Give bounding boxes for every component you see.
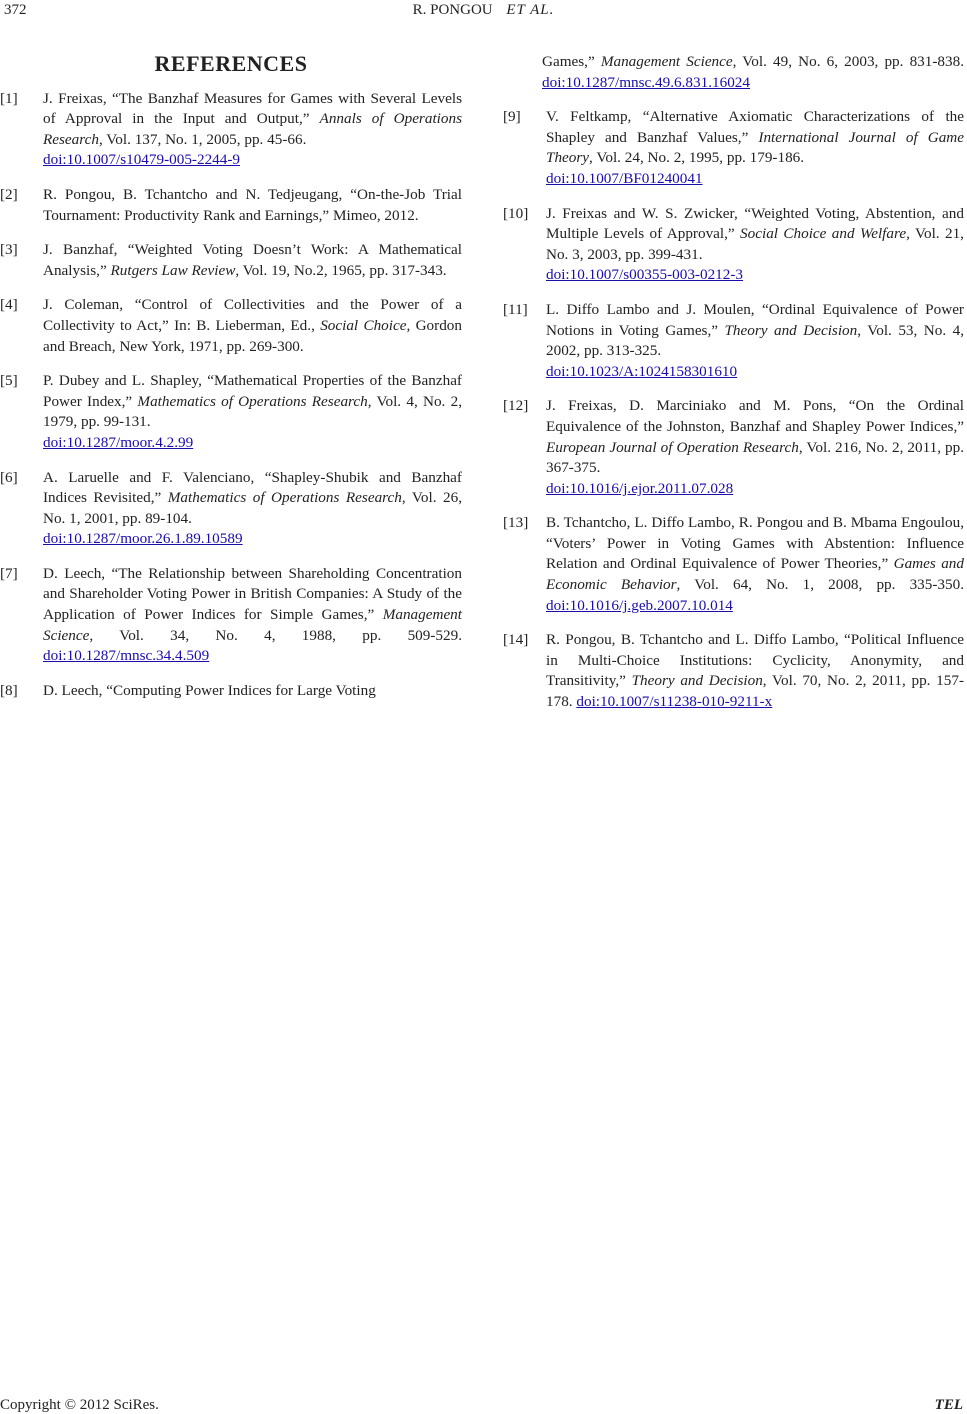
ref-text: V. Feltkamp, “Alternative Axiomatic Characterizations of the Shapley and Banzhaf Values,”	[546, 108, 964, 146]
reference-number: [12]	[503, 397, 529, 415]
reference-body	[43, 371, 462, 453]
reference-item	[0, 564, 462, 667]
ref-text: , Vol. 21, No. 3, 2003, pp. 399-431.	[546, 225, 964, 263]
reference-number: [11]	[503, 300, 528, 318]
reference-number: [3]	[0, 241, 18, 259]
running-header	[0, 2, 967, 19]
reference-item	[0, 371, 462, 453]
reference-number: [6]	[0, 468, 18, 486]
ref-text: J. Freixas and W. S. Zwicker, “Weighted Voting, Abstention, and Multiple Levels of Approval,”	[546, 204, 964, 243]
reference-number: [8]	[0, 681, 18, 699]
doi-link[interactable]: doi:10.1023/A:1024158301610	[546, 362, 738, 380]
right-column	[503, 52, 964, 727]
ref-text: J. Freixas, D. Marciniako and M. Pons, “On the Ordinal Equivalence of the Johnston, Banzhaf and Shapley Power Indices,”	[546, 397, 964, 435]
ref-journal: Theory and Decision	[631, 672, 763, 690]
ref-journal: Mathematics of Operations Research	[167, 489, 402, 507]
reference-item	[0, 240, 462, 281]
ref-text: , Gordon and Breach, New York, 1971, pp. 269-300.	[43, 316, 462, 355]
ref-text: , Vol. 137, No. 1, 2005, pp. 45-66.	[98, 130, 307, 148]
ref-text: J. Banzhaf, “Weighted Voting Doesn’t Work: A Mathematical Analysis,”	[43, 241, 462, 279]
doi-link[interactable]: doi:10.1016/j.ejor.2011.07.028	[546, 479, 734, 497]
reference-number: [10]	[503, 204, 529, 222]
reference-body	[546, 204, 964, 286]
reference-list-right	[503, 107, 964, 712]
running-header-et-al: ET AL.	[506, 2, 555, 18]
page-number: 372	[4, 2, 27, 18]
ref-text: R. Pongou, B. Tchantcho and L. Diffo Lambo, “Political Influence in Multi-Choice Institutions: Cyclicity, Anonymity, and Transitivity,”	[546, 631, 964, 690]
doi-link[interactable]: doi:10.1007/s00355-003-0212-3	[546, 266, 744, 284]
reference-number: [1]	[0, 89, 18, 107]
ref-journal: International Journal of Game Theory	[546, 128, 964, 167]
footer-copyright: Copyright © 2012 SciRes.	[0, 1397, 159, 1413]
ref-text: L. Diffo Lambo and J. Moulen, “Ordinal Equivalence of Power Notions in Voting Games,”	[546, 300, 964, 339]
ref-text: , Vol. 19, No.2, 1965, pp. 317-343.	[235, 261, 447, 279]
reference-body	[546, 630, 964, 712]
left-column	[0, 50, 462, 715]
ref-journal: Games and Economic Behavior	[546, 555, 964, 594]
reference-item	[503, 630, 964, 712]
doi-link[interactable]: doi:10.1287/mnsc.34.4.509	[43, 647, 210, 665]
reference-item	[503, 107, 964, 189]
ref-text: , Vol. 216, No. 2, 2011, pp. 367-375.	[546, 438, 964, 477]
reference-body	[546, 107, 964, 189]
ref-text: , Vol. 53, No. 4, 2002, pp. 313-325.	[546, 321, 965, 360]
ref-text: , Vol. 26, No. 1, 2001, pp. 89-104.	[43, 489, 462, 527]
reference-item	[0, 468, 462, 550]
reference-item	[0, 681, 462, 702]
reference-item	[0, 295, 462, 357]
footer-journal-abbrev: TEL	[934, 1397, 963, 1413]
reference-body	[43, 681, 462, 702]
reference-item	[503, 396, 964, 499]
ref-text: R. Pongou, B. Tchantcho and N. Tedjeugang, “On-the-Job Trial Tournament: Productivity Rank and Earnings,” Mimeo, 2012.	[43, 185, 462, 224]
doi-link[interactable]: doi:10.1016/j.geb.2007.10.014	[546, 596, 733, 614]
reference-number: [13]	[503, 514, 529, 532]
ref-text: , Vol. 4, No. 2, 1979, pp. 99-131.	[43, 392, 462, 431]
reference-body	[546, 396, 964, 499]
ref-text: , Vol. 70, No. 2, 2011, pp. 157-178.	[546, 672, 965, 711]
reference-number: [5]	[0, 372, 18, 390]
reference-number: [14]	[503, 631, 529, 649]
reference-body	[43, 240, 462, 281]
ref-text: , Vol. 34, No. 4, 1988, pp. 509-529.	[89, 626, 462, 644]
doi-link[interactable]: doi:10.1007/BF01240041	[546, 169, 703, 187]
ref-text: A. Laruelle and F. Valenciano, “Shapley-Shubik and Banzhaf Indices Revisited,”	[43, 468, 462, 507]
section-title: REFERENCES	[154, 51, 308, 76]
ref-journal: Mathematics of Operations Research	[137, 392, 368, 410]
ref-text: B. Tchantcho, L. Diffo Lambo, R. Pongou and B. Mbama Engoulou, “Voters’ Power in Voting Games with Abstention: Influence Relation and Ordinal Equivalence of Power Theories,”	[546, 514, 964, 573]
reference-body	[43, 89, 462, 171]
reference-body	[546, 513, 964, 616]
ref-text: P. Dubey and L. Shapley, “Mathematical Properties of the Banzhaf Power Index,”	[43, 372, 462, 410]
reference-body	[43, 185, 462, 226]
doi-link[interactable]: doi:10.1287/moor.26.1.89.10589	[43, 530, 243, 548]
reference-number: [7]	[0, 564, 18, 582]
ref-journal: Annals of Operations Research	[43, 110, 462, 148]
reference-number: [2]	[0, 185, 18, 203]
ref-text: D. Leech, “The Relationship between Shareholding Concentration and Shareholder Voting Power in British Companies: A Study of the Application of Power Indices for Simple Games,”	[43, 564, 462, 624]
reference-body	[43, 295, 462, 357]
doi-link[interactable]: doi:10.1287/moor.4.2.99	[43, 433, 194, 451]
reference-item	[503, 300, 964, 382]
reference-item	[503, 513, 964, 616]
reference-item	[0, 89, 462, 171]
reference-item	[503, 204, 964, 286]
reference-number: [4]	[0, 296, 18, 314]
reference-body	[546, 300, 964, 382]
ref-text: D. Leech, “Computing Power Indices for Large Voting	[43, 681, 376, 699]
ref-journal: Social Choice	[320, 316, 407, 334]
ref-text: J. Coleman, “Control of Collectivities and the Power of a Collectivity to Act,” In: B. Lieberman, Ed.,	[43, 296, 462, 334]
reference-number: [9]	[503, 108, 521, 126]
reference-item	[0, 185, 462, 226]
doi-link[interactable]: doi:10.1007/s10479-005-2244-9	[43, 151, 241, 169]
ref-journal: Theory and Decision	[724, 321, 858, 339]
ref-journal: Rutgers Law Review	[110, 261, 236, 279]
ref-journal: Management Science	[43, 606, 462, 644]
reference-body	[43, 468, 462, 550]
reference-8-continuation	[503, 52, 964, 93]
doi-link[interactable]: doi:10.1287/mnsc.49.6.831.16024	[542, 73, 750, 91]
ref-journal: Management Science	[600, 53, 733, 70]
ref-journal: Social Choice and Welfare	[740, 225, 907, 243]
ref-text: , Vol. 49, No. 6, 2003, pp. 831-838.	[732, 53, 964, 70]
ref-text: , Vol. 24, No. 2, 1995, pp. 179-186.	[589, 149, 805, 167]
reference-list-left	[0, 89, 462, 702]
ref-text: Games,”	[542, 53, 601, 70]
ref-text: , Vol. 64, No. 1, 2008, pp. 335-350.	[676, 576, 964, 594]
ref-journal: European Journal of Operation Research	[546, 438, 799, 456]
reference-body	[43, 564, 462, 667]
doi-link[interactable]: doi:10.1007/s11238-010-9211-x	[576, 693, 773, 711]
ref-text: J. Freixas, “The Banzhaf Measures for Games with Several Levels of Approval in the Input and Output,”	[43, 89, 462, 128]
running-header-author: R. PONGOU	[412, 2, 493, 18]
